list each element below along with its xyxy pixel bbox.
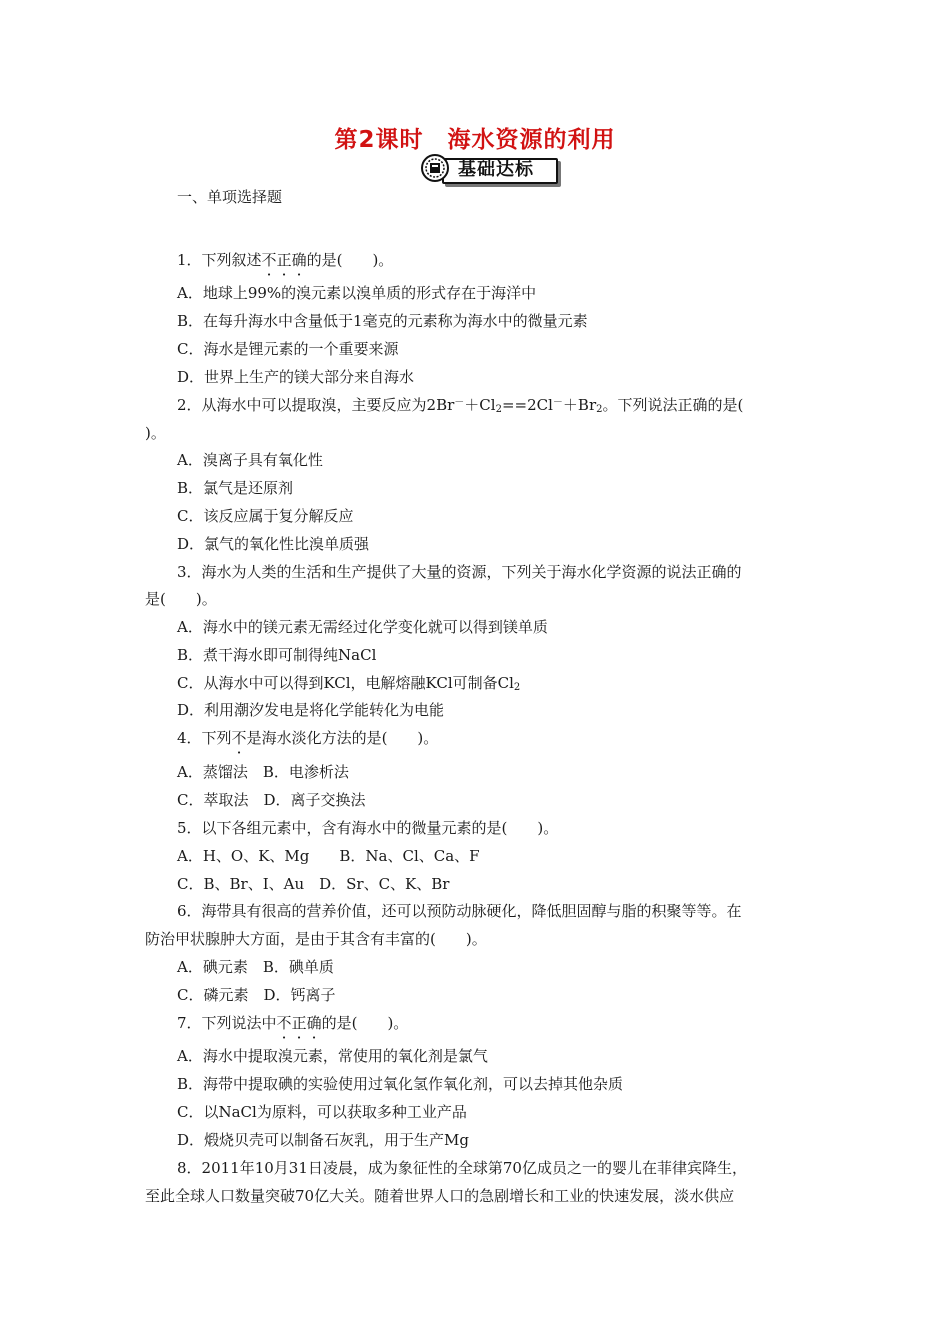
q7-text-a: 7．下列说法中 bbox=[177, 1014, 277, 1032]
q4-text-a: 4．下列 bbox=[177, 729, 232, 747]
q2-subscript-1: 2 bbox=[495, 404, 502, 415]
question-6-stem: 6．海带具有很高的营养价值，还可以预防动脉硬化，降低胆固醇与脂的积聚等等。在 bbox=[177, 902, 742, 920]
q2-charge-2: － bbox=[552, 397, 563, 408]
q7-option-c: C．以NaCl为原料，可以获取多种工业产品 bbox=[177, 1103, 467, 1121]
q1-text-a: 1．下列叙述 bbox=[177, 251, 262, 269]
q2-subscript-2: 2 bbox=[596, 404, 603, 415]
q1-emphasis-2: 正 bbox=[276, 251, 292, 269]
q3-option-c bbox=[177, 673, 520, 693]
question-2-stem bbox=[177, 395, 743, 415]
q2-text-d: ＋Br bbox=[562, 396, 597, 414]
q3-option-c-text: C．从海水中可以得到KCl，电解熔融KCl可制备Cl bbox=[177, 674, 514, 692]
question-2-continuation: )。 bbox=[145, 424, 166, 442]
q6-options-cd: C．磷元素 D．钙离子 bbox=[177, 986, 336, 1004]
question-5-stem: 5．以下各组元素中，含有海水中的微量元素的是( )。 bbox=[177, 819, 559, 837]
q4-emphasis: 不 bbox=[231, 729, 247, 747]
q7-emphasis-3: 确 bbox=[306, 1014, 322, 1032]
q2-text-b: ＋Cl bbox=[464, 396, 496, 414]
section-heading: 一、单项选择题 bbox=[177, 188, 283, 206]
q4-text-b: 是海水淡化方法的是( )。 bbox=[246, 729, 439, 747]
q5-options-cd: C．B、Br、I、Au D．Sr、C、K、Br bbox=[177, 875, 450, 893]
q2-option-a: A．溴离子具有氧化性 bbox=[177, 451, 323, 469]
q3-option-b: B．煮干海水即可制得纯NaCl bbox=[177, 646, 377, 664]
q7-option-a: A．海水中提取溴元素，常使用的氧化剂是氯气 bbox=[177, 1047, 488, 1065]
q7-option-b: B．海带中提取碘的实验使用过氧化氢作氧化剂，可以去掉其他杂质 bbox=[177, 1075, 624, 1093]
q1-text-b: 的是( )。 bbox=[306, 251, 394, 269]
q3-option-a: A．海水中的镁元素无需经过化学变化就可以得到镁单质 bbox=[177, 618, 548, 636]
question-8-continuation: 至此全球人口数量突破70亿大关。随着世界人口的急剧增长和工业的快速发展，淡水供应 bbox=[145, 1187, 735, 1205]
q1-option-d: D．世界上生产的镁大部分来自海水 bbox=[177, 368, 415, 386]
q6-options-ab: A．碘元素 B．碘单质 bbox=[177, 958, 334, 976]
q3-option-d: D．利用潮汐发电是将化学能转化为电能 bbox=[177, 701, 445, 719]
badge-label: 基础达标 bbox=[458, 159, 534, 180]
question-3-stem: 3．海水为人类的生活和生产提供了大量的资源，下列关于海水化学资源的说法正确的 bbox=[177, 563, 742, 581]
q1-option-b: B．在每升海水中含量低于1毫克的元素称为海水中的微量元素 bbox=[177, 312, 588, 330]
question-7-stem bbox=[177, 1013, 408, 1033]
q7-text-b: 的是( )。 bbox=[321, 1014, 409, 1032]
question-3-continuation: 是( )。 bbox=[145, 590, 217, 608]
q2-option-d: D．氯气的氧化性比溴单质强 bbox=[177, 535, 370, 553]
q4-options-cd: C．萃取法 D．离子交换法 bbox=[177, 791, 366, 809]
question-1-stem bbox=[177, 250, 393, 270]
q2-option-b: B．氯气是还原剂 bbox=[177, 479, 294, 497]
q1-option-a: A．地球上99%的溴元素以溴单质的形式存在于海洋中 bbox=[177, 284, 537, 302]
q7-emphasis-1: 不 bbox=[276, 1014, 292, 1032]
q2-option-c: C．该反应属于复分解反应 bbox=[177, 507, 354, 525]
section-badge bbox=[420, 153, 558, 183]
q1-emphasis-1: 不 bbox=[261, 251, 277, 269]
q3-option-c-subscript: 2 bbox=[513, 682, 521, 693]
q1-emphasis-3: 确 bbox=[291, 251, 307, 269]
q2-charge-1: － bbox=[454, 397, 465, 408]
q2-text-c: ==2Cl bbox=[501, 396, 553, 414]
badge-emblem-icon bbox=[420, 153, 454, 183]
question-4-stem bbox=[177, 728, 438, 748]
q7-emphasis-2: 正 bbox=[291, 1014, 307, 1032]
q2-text-a: 2．从海水中可以提取溴，主要反应为2Br bbox=[177, 396, 455, 414]
q4-options-ab: A．蒸馏法 B．电渗析法 bbox=[177, 763, 349, 781]
q7-option-d: D．煅烧贝壳可以制备石灰乳，用于生产Mg bbox=[177, 1131, 469, 1149]
lesson-title: 第2课时 海水资源的利用 bbox=[334, 127, 616, 153]
q5-options-ab: A．H、O、K、Mg B．Na、Cl、Ca、F bbox=[177, 847, 480, 865]
question-6-continuation: 防治甲状腺肿大方面，是由于其含有丰富的( )。 bbox=[145, 930, 487, 948]
q2-text-e: 。下列说法正确的是( bbox=[602, 396, 744, 414]
question-8-stem: 8．2011年10月31日凌晨，成为象征性的全球第70亿成员之一的婴儿在菲律宾降生， bbox=[177, 1159, 747, 1177]
q1-option-c: C．海水是锂元素的一个重要来源 bbox=[177, 340, 399, 358]
